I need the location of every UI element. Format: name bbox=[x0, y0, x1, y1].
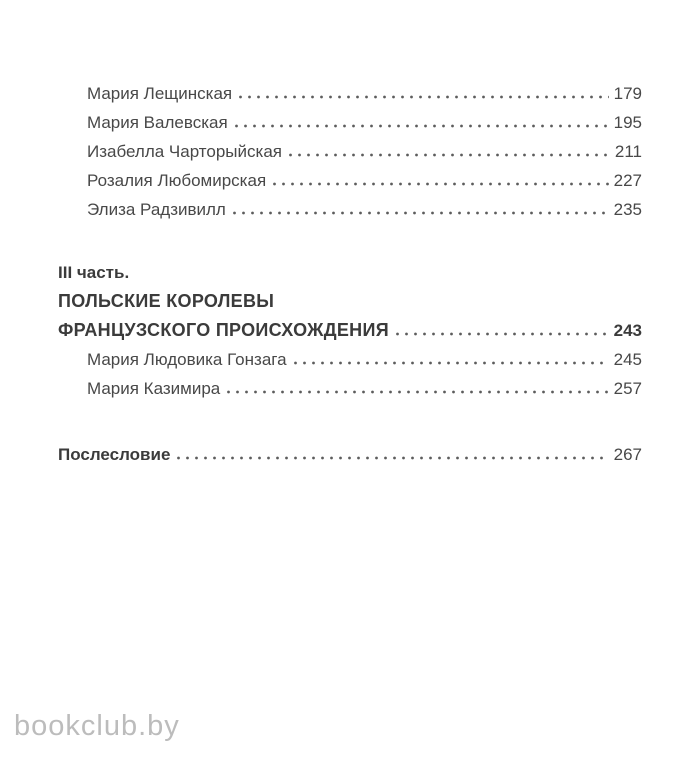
entry-page-number: 179 bbox=[613, 84, 642, 103]
part-title-row-1 bbox=[58, 287, 642, 316]
dot-leader bbox=[239, 95, 608, 99]
entry-title: Розалия Любомирская bbox=[87, 171, 267, 190]
part-label: III часть. bbox=[58, 263, 130, 282]
dot-leader bbox=[396, 332, 609, 336]
entry-page-number: 257 bbox=[613, 379, 642, 398]
toc-entry-row bbox=[58, 195, 642, 224]
entry-title: Мария Людовика Гонзага bbox=[87, 350, 287, 369]
afterword-page-number: 267 bbox=[613, 445, 642, 464]
entry-title: Изабелла Чарторыйская bbox=[87, 142, 282, 161]
entry-title: Мария Лещинская bbox=[87, 84, 233, 103]
part-title-row-2 bbox=[58, 316, 642, 345]
entry-page-number: 195 bbox=[613, 113, 642, 132]
entry-page-number: 235 bbox=[613, 200, 642, 219]
dot-leader bbox=[227, 390, 608, 394]
entry-page-number: 227 bbox=[613, 171, 642, 190]
part-title-line1: ПОЛЬСКИЕ КОРОЛЕВЫ bbox=[58, 291, 275, 311]
entry-page-number: 211 bbox=[614, 142, 642, 161]
part-label-row bbox=[58, 258, 642, 287]
part-title-line2: ФРАНЦУЗСКОГО ПРОИСХОЖДЕНИЯ bbox=[58, 320, 389, 340]
table-of-contents bbox=[58, 79, 642, 469]
entry-page-number: 245 bbox=[613, 350, 642, 369]
dot-leader bbox=[233, 211, 609, 215]
bookclub-watermark: bookclub.by bbox=[14, 710, 180, 742]
entry-title: Мария Валевская bbox=[87, 113, 228, 132]
part-page-number: 243 bbox=[613, 321, 642, 340]
afterword-row bbox=[58, 440, 642, 469]
toc-entry-row bbox=[58, 137, 642, 166]
dot-leader bbox=[289, 153, 610, 157]
dot-leader bbox=[273, 182, 608, 186]
toc-entry-row bbox=[58, 108, 642, 137]
toc-afterword bbox=[58, 440, 642, 469]
toc-section-1 bbox=[58, 79, 642, 224]
entry-title: Мария Казимира bbox=[87, 379, 221, 398]
afterword-title: Послесловие bbox=[58, 445, 171, 464]
toc-entry-row bbox=[58, 166, 642, 195]
toc-section-2 bbox=[58, 258, 642, 403]
dot-leader bbox=[294, 361, 609, 365]
toc-entry-row bbox=[58, 79, 642, 108]
entry-title: Элиза Радзивилл bbox=[87, 200, 226, 219]
toc-entry-row bbox=[58, 374, 642, 403]
toc-entry-row bbox=[58, 345, 642, 374]
dot-leader bbox=[235, 124, 609, 128]
dot-leader bbox=[177, 456, 608, 460]
